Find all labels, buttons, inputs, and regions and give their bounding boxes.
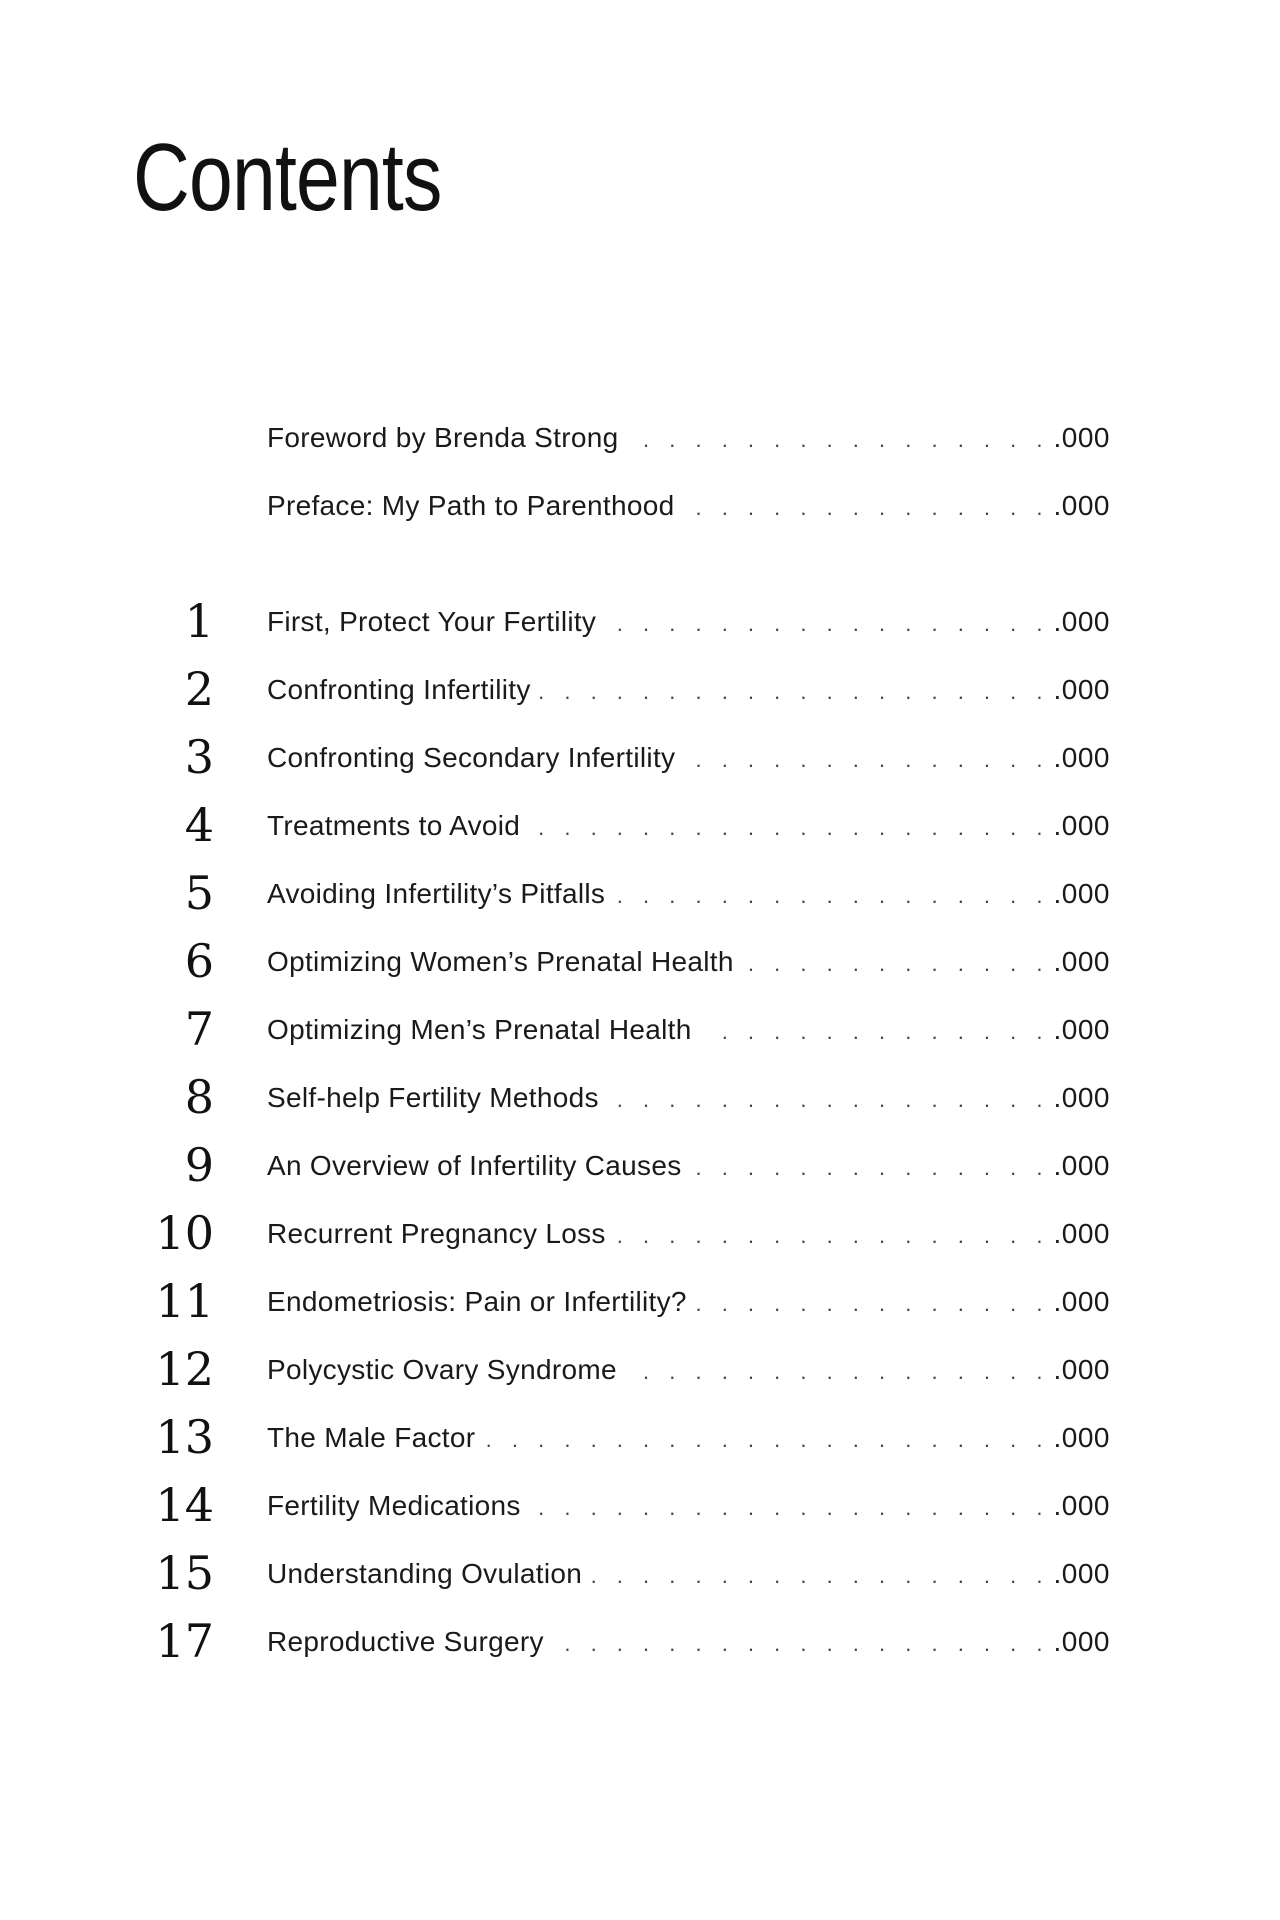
toc-entry-preface[interactable]	[0, 488, 1280, 538]
page-title: Contents	[133, 124, 442, 231]
toc-chapter-row[interactable]	[0, 594, 1280, 654]
toc-chapter-row[interactable]	[0, 662, 1280, 722]
toc-page-number: .000	[1053, 1626, 1110, 1657]
chapter-title: Recurrent Pregnancy Loss	[267, 1218, 606, 1249]
chapter-title: Optimizing Women’s Prenatal Health	[267, 946, 734, 977]
chapter-title: Self-help Fertility Methods	[267, 1082, 599, 1113]
toc-chapter-row[interactable]	[0, 1138, 1280, 1198]
chapter-title: Understanding Ovulation	[267, 1558, 583, 1589]
dot-leader	[607, 1082, 1050, 1118]
toc-chapter-row[interactable]	[0, 1002, 1280, 1062]
toc-chapter-row[interactable]	[0, 1342, 1280, 1402]
toc-chapter-row[interactable]	[0, 934, 1280, 994]
chapter-number: 1	[184, 594, 214, 648]
dot-leader	[625, 1354, 1050, 1390]
chapter-title: Avoiding Infertility’s Pitfalls	[267, 878, 606, 909]
toc-page-number: .000	[1053, 422, 1110, 453]
chapter-number: 12	[155, 1342, 214, 1396]
dot-leader	[528, 810, 1049, 846]
chapter-number: 5	[184, 866, 214, 920]
toc-page-number: .000	[1053, 1014, 1110, 1045]
dot-leader	[695, 1286, 1050, 1322]
toc-page-number: .000	[1053, 946, 1110, 977]
chapter-title: The Male Factor	[267, 1422, 476, 1453]
chapter-number: 4	[184, 798, 214, 852]
chapter-title: Confronting Infertility	[267, 674, 531, 705]
toc-page-number: .000	[1053, 1490, 1110, 1521]
chapter-title: An Overview of Infertility Causes	[267, 1150, 682, 1181]
toc-chapter-row[interactable]	[0, 798, 1280, 858]
toc-page-number: .000	[1053, 606, 1110, 637]
toc-chapter-row[interactable]	[0, 1206, 1280, 1266]
toc-page-number: .000	[1053, 674, 1110, 705]
chapter-number: 9	[184, 1138, 214, 1192]
dot-leader	[539, 674, 1050, 710]
toc-page-number: .000	[1053, 1218, 1110, 1249]
chapter-title: Treatments to Avoid	[267, 810, 521, 841]
chapter-number: 13	[155, 1410, 214, 1464]
dot-leader	[626, 422, 1049, 458]
chapter-title: Optimizing Men’s Prenatal Health	[267, 1014, 692, 1045]
toc-chapter-row[interactable]	[0, 1614, 1280, 1674]
dot-leader	[604, 606, 1049, 642]
toc-page-number: .000	[1053, 1354, 1110, 1385]
dot-leader	[614, 1218, 1050, 1254]
toc-chapter-row[interactable]	[0, 1274, 1280, 1334]
dot-leader	[682, 490, 1049, 526]
chapter-title: Fertility Medications	[267, 1490, 521, 1521]
chapter-title: Endometriosis: Pain or Infertility?	[267, 1286, 687, 1317]
toc-entry-title: Preface: My Path to Parenthood	[267, 490, 675, 521]
dot-leader	[613, 878, 1049, 914]
chapter-title: Polycystic Ovary Syndrome	[267, 1354, 617, 1385]
chapter-number: 14	[155, 1478, 214, 1532]
chapter-number: 8	[184, 1070, 214, 1124]
toc-page-number: .000	[1053, 1150, 1110, 1181]
chapter-title: Reproductive Surgery	[267, 1626, 544, 1657]
chapter-number: 11	[155, 1274, 214, 1328]
toc-page-number: .000	[1053, 1286, 1110, 1317]
dot-leader	[552, 1626, 1050, 1662]
toc-entry-title: Foreword by Brenda Strong	[267, 422, 619, 453]
chapter-number: 7	[184, 1002, 214, 1056]
toc-chapter-row[interactable]	[0, 1478, 1280, 1538]
chapter-number: 2	[184, 662, 214, 716]
toc-chapter-row[interactable]	[0, 866, 1280, 926]
dot-leader	[690, 1150, 1050, 1186]
dot-leader	[683, 742, 1049, 778]
chapter-number: 10	[155, 1206, 214, 1260]
chapter-number: 15	[155, 1546, 214, 1600]
dot-leader	[483, 1422, 1049, 1458]
dot-leader	[742, 946, 1050, 982]
toc-chapter-row[interactable]	[0, 1546, 1280, 1606]
toc-page-number: .000	[1053, 1422, 1110, 1453]
chapter-title: Confronting Secondary Infertility	[267, 742, 676, 773]
toc-entry-foreword[interactable]	[0, 420, 1280, 470]
toc-chapter-row[interactable]	[0, 730, 1280, 790]
dot-leader	[590, 1558, 1049, 1594]
toc-page-number: .000	[1053, 1082, 1110, 1113]
toc-page-number: .000	[1053, 742, 1110, 773]
dot-leader	[700, 1014, 1050, 1050]
toc-page-number: .000	[1053, 878, 1110, 909]
chapter-title: First, Protect Your Fertility	[267, 606, 597, 637]
toc-chapter-row[interactable]	[0, 1070, 1280, 1130]
toc-page-number: .000	[1053, 1558, 1110, 1589]
toc-chapter-row[interactable]	[0, 1410, 1280, 1470]
toc-page-number: .000	[1053, 490, 1110, 521]
toc-page-number: .000	[1053, 810, 1110, 841]
chapter-number: 3	[184, 730, 214, 784]
dot-leader	[529, 1490, 1050, 1526]
chapter-number: 17	[155, 1614, 214, 1668]
chapter-number: 6	[184, 934, 214, 988]
